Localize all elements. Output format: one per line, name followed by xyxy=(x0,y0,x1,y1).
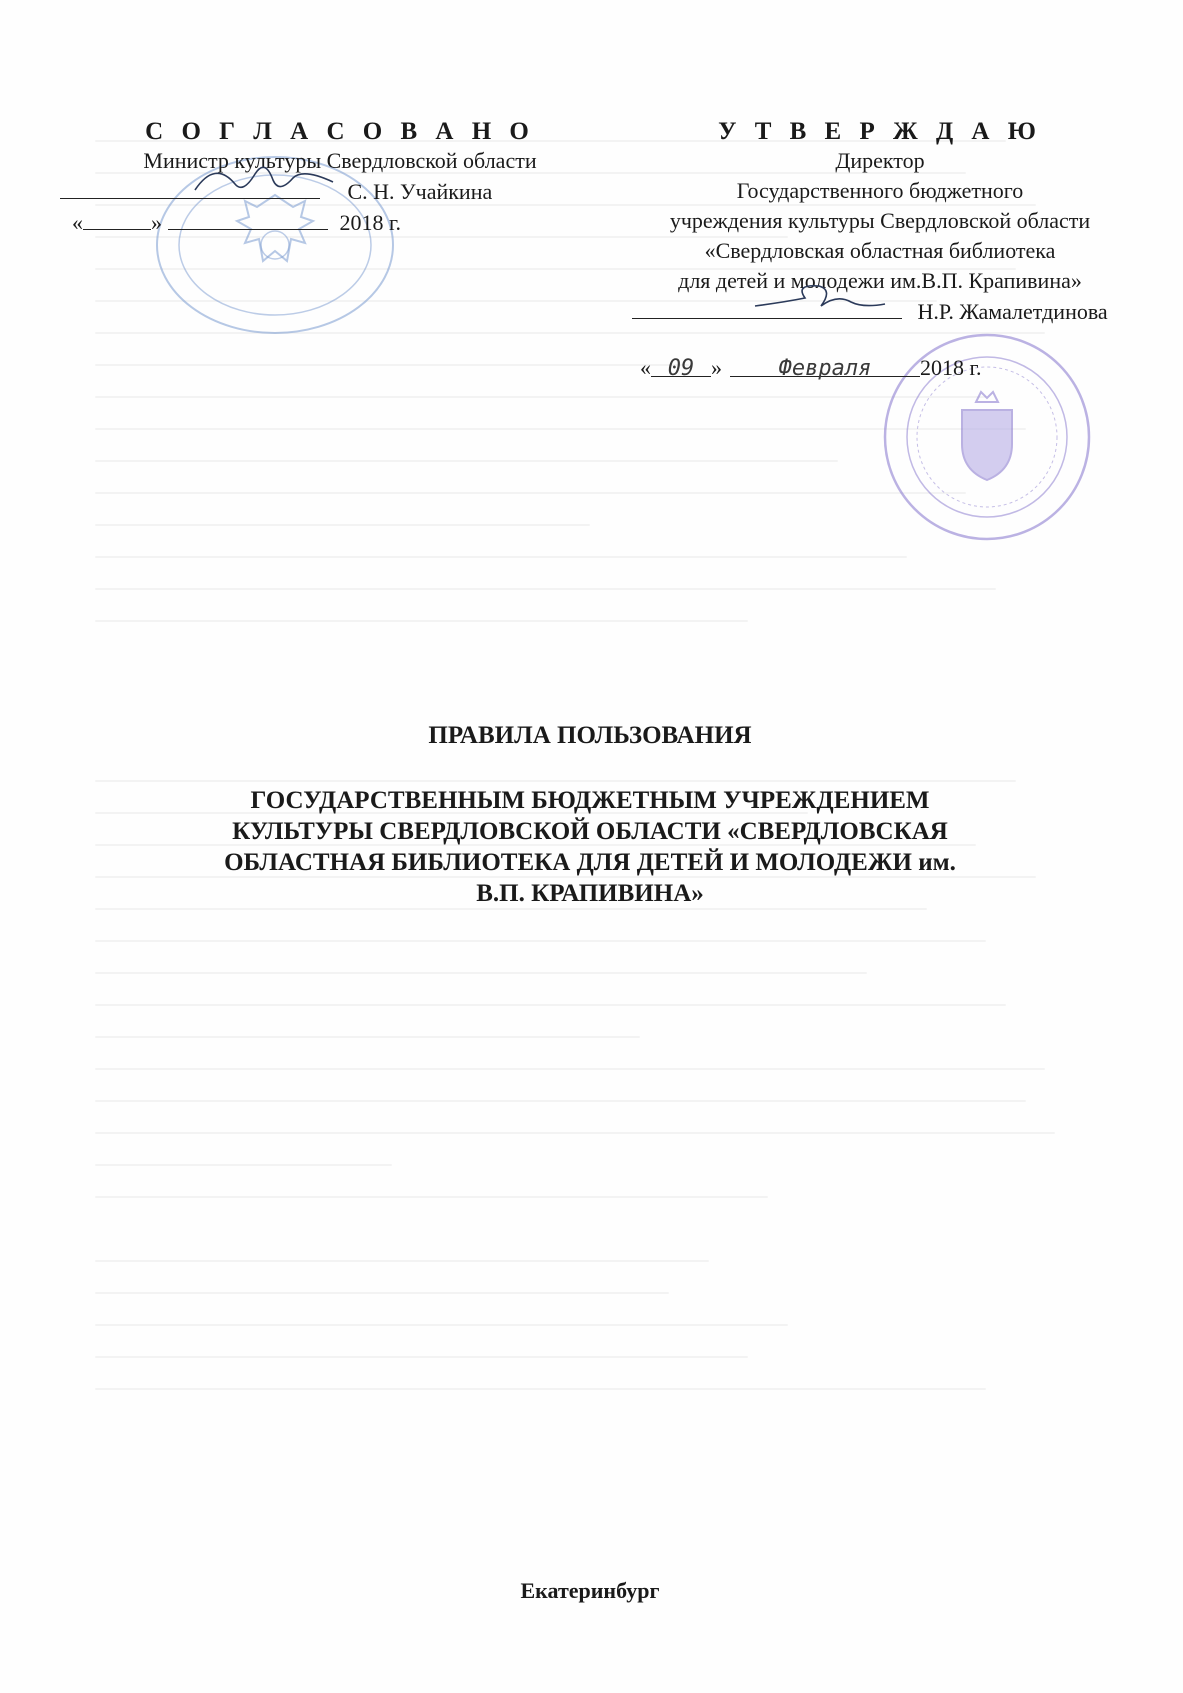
subtitle-line-3: ОБЛАСТНАЯ БИБЛИОТЕКА ДЛЯ ДЕТЕЙ И МОЛОДЕЖИ им. xyxy=(224,849,956,876)
subtitle-line-4: В.П. КРАПИВИНА» xyxy=(476,880,704,907)
approval-right-line-5: для детей и молодежи им.В.П. Крапивина» xyxy=(678,268,1082,293)
approval-right-line-3: учреждения культуры Свердловской области xyxy=(669,208,1091,233)
approval-right-name: Н.Р. Жамалетдинова xyxy=(917,299,1108,324)
date-close-quote: » xyxy=(711,355,722,380)
approval-left-year: 2018 г. xyxy=(339,210,402,235)
date-month-handwritten: Февраля xyxy=(730,354,920,377)
approval-left-date-row xyxy=(60,207,620,238)
approval-right-block xyxy=(600,118,1160,383)
date-day-handwritten: 09 xyxy=(651,354,711,377)
approval-right-year: 2018 г. xyxy=(920,355,982,380)
date-open-quote: « xyxy=(72,210,83,235)
right-signature-icon xyxy=(750,280,890,320)
date-month-line xyxy=(168,207,328,230)
approval-left-block xyxy=(60,118,620,238)
subtitle-line-2: КУЛЬТУРЫ СВЕРДЛОВСКОЙ ОБЛАСТИ «СВЕРДЛОВСКАЯ xyxy=(232,818,948,845)
approval-right-date-row xyxy=(600,353,1160,383)
approval-right-line-2: Государственного бюджетного xyxy=(736,178,1024,203)
approval-left-name: С. Н. Учайкина xyxy=(347,179,493,204)
document-city: Екатеринбург xyxy=(520,1578,660,1603)
date-day-line xyxy=(83,207,151,230)
document-subtitle xyxy=(140,785,1040,909)
approval-right-signature-row xyxy=(600,296,1160,327)
left-signature-icon xyxy=(190,162,340,202)
approval-right-line-1: Директор xyxy=(835,148,925,173)
subtitle-line-1: ГОСУДАРСТВЕННЫМ БЮДЖЕТНЫМ УЧРЕЖДЕНИЕМ xyxy=(250,787,930,814)
approval-right-heading: У Т В Е Р Ж Д А Ю xyxy=(718,118,1042,145)
date-close-quote: » xyxy=(151,210,162,235)
approval-left-position: Министр культуры Свердловской области xyxy=(143,148,537,173)
approval-left-heading: С О Г Л А С О В А Н О xyxy=(145,118,535,145)
approval-left-signature-row xyxy=(60,176,620,207)
document-title: ПРАВИЛА ПОЛЬЗОВАНИЯ xyxy=(428,722,752,749)
approval-right-line-4: «Свердловская областная библиотека xyxy=(704,238,1056,263)
date-open-quote: « xyxy=(640,355,651,380)
